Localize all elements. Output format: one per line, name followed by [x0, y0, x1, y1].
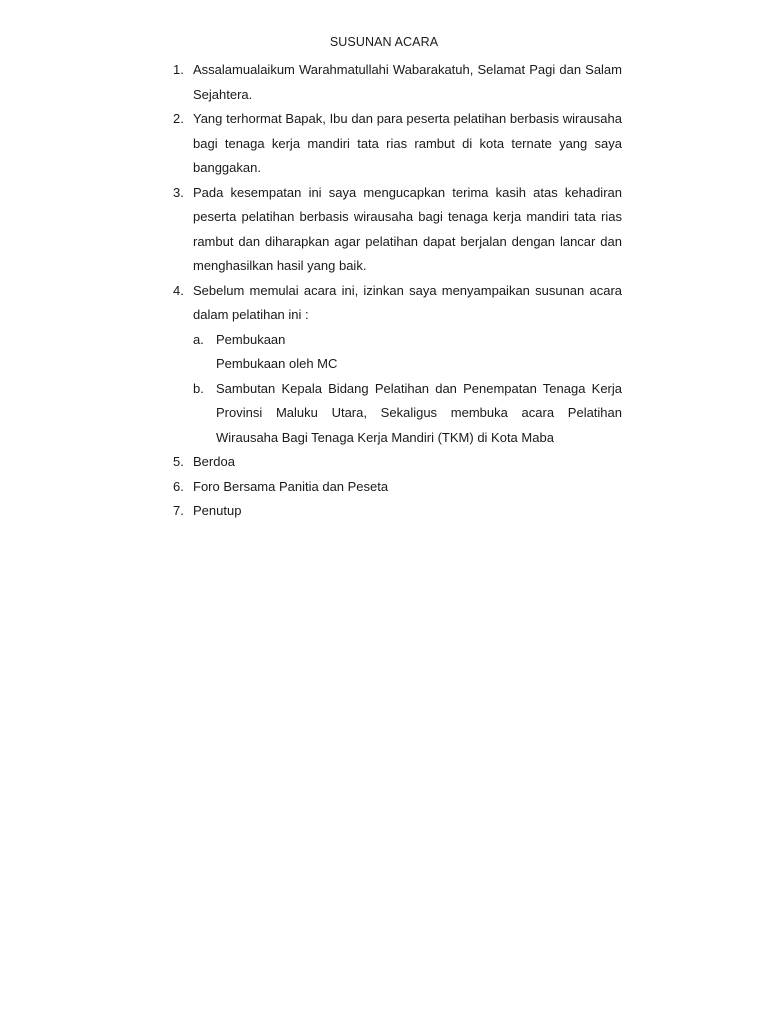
list-item — [160, 107, 622, 181]
list-item — [160, 475, 622, 500]
list-item — [160, 181, 622, 279]
sub-item-text: Sambutan Kepala Bidang Pelatihan dan Penempatan Tenaga Kerja Provinsi Maluku Utara, Sekaligus membuka acara Pelatihan Wirausaha Bagi Tenaga Kerja Mandiri (TKM) di Kota Maba — [216, 380, 622, 445]
item-text: Pada kesempatan ini saya mengucapkan terima kasih atas kehadiran peserta pelatihan berbasis wirausaha bagi tenaga kerja mandiri tata rias rambut dan diharapkan agar pelatihan dapat berjalan dengan lancar dan menghasilkan hasil yang baik. — [193, 184, 622, 273]
item-number: 6. — [173, 478, 184, 494]
list-item — [160, 279, 622, 328]
agenda-list — [160, 58, 622, 524]
item-number: 2. — [173, 111, 184, 126]
sub-item-letter: a. — [193, 331, 204, 347]
item-number: 4. — [173, 282, 184, 298]
item-number: 5. — [173, 454, 184, 469]
item-text: Penutup — [193, 503, 242, 518]
sub-item-text: Pembukaan — [216, 331, 286, 347]
item-text: Berdoa — [193, 454, 235, 469]
item-number: 1. — [173, 62, 184, 77]
sub-item-detail: Pembukaan oleh MC — [216, 356, 338, 371]
list-item — [160, 58, 622, 107]
item-text: Sebelum memulai acara ini, izinkan saya menyampaikan susunan acara dalam pelatihan ini : — [193, 282, 622, 322]
document-title: SUSUNAN ACARA — [329, 35, 439, 49]
item-text: Assalamualaikum Warahmatullahi Wabarakatuh, Selamat Pagi dan Salam Sejahtera. — [193, 62, 622, 102]
list-item — [160, 450, 622, 475]
item-text: Foro Bersama Panitia dan Peseta — [193, 478, 389, 494]
sub-item-letter: b. — [193, 380, 204, 396]
list-item — [160, 499, 622, 524]
sub-list-item — [193, 377, 622, 451]
item-text: Yang terhormat Bapak, Ibu dan para peserta pelatihan berbasis wirausaha bagi tenaga kerja mandiri tata rias rambut di kota ternate yang saya banggakan. — [193, 111, 622, 175]
sub-list-item — [193, 328, 622, 353]
item-number: 3. — [173, 184, 184, 200]
item-number: 7. — [173, 503, 184, 518]
